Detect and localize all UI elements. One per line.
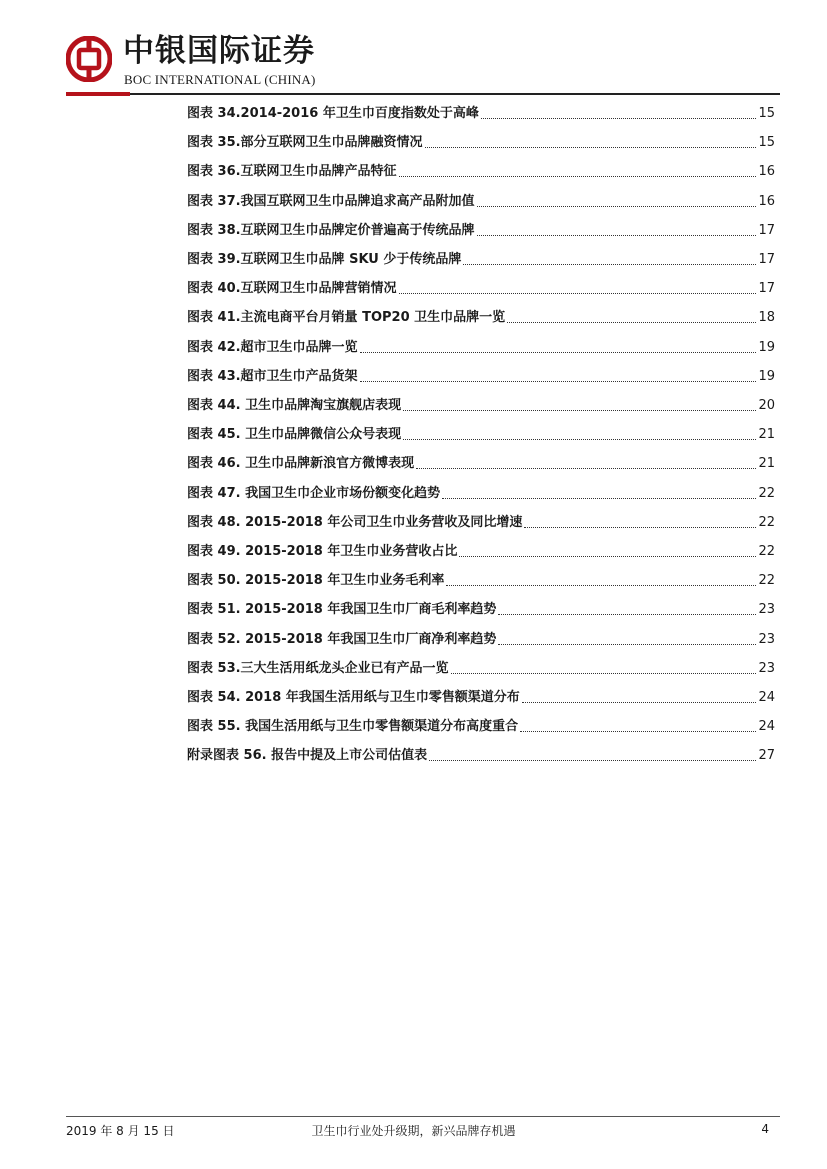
toc-dot-leader: [524, 527, 756, 528]
toc-entry-label: 图表 34.2014-2016 年卫生巾百度指数处于高峰: [187, 106, 479, 121]
brand-name-cn: 中银国际证券: [123, 33, 315, 69]
toc-entry-label: 图表 54. 2018 年我国生活用纸与卫生巾零售额渠道分布: [187, 690, 520, 705]
boc-logo-icon: [66, 36, 112, 82]
toc-entry[interactable]: [187, 714, 775, 736]
header-accent-rule: [66, 92, 130, 96]
toc-entry-page: 15: [758, 135, 775, 151]
toc-entry-page: 21: [758, 427, 775, 443]
toc-entry-page: 24: [758, 719, 775, 735]
toc-entry-label: 图表 48. 2015-2018 年公司卫生巾业务营收及同比增速: [187, 514, 523, 530]
toc-entry-label: 图表 52. 2015-2018 年我国卫生巾厂商净利率趋势: [187, 631, 497, 647]
toc-entry[interactable]: [187, 364, 775, 386]
toc-entry[interactable]: [187, 422, 775, 444]
toc-dot-leader: [416, 468, 756, 469]
toc-entry[interactable]: [187, 159, 775, 181]
toc-entry[interactable]: [187, 568, 775, 590]
toc-entry[interactable]: [187, 276, 775, 298]
toc-entry-label: 图表 46. 卫生巾品牌新浪官方微博表现: [187, 456, 415, 472]
toc-dot-leader: [522, 702, 757, 703]
toc-entry-label: 图表 39.互联网卫生巾品牌 SKU 少于传统品牌: [187, 252, 462, 267]
toc-dot-leader: [477, 235, 757, 236]
toc-entry-page: 21: [758, 456, 775, 472]
footer-date: 2019 年 8 月 15 日: [66, 1124, 175, 1138]
toc-entry-label: 图表 51. 2015-2018 年我国卫生巾厂商毛利率趋势: [187, 602, 497, 618]
toc-entry-label: 图表 35.部分互联网卫生巾品牌融资情况: [187, 135, 423, 151]
toc-entry-label: 图表 41.主流电商平台月销量 TOP20 卫生巾品牌一览: [187, 310, 506, 326]
toc-dot-leader: [520, 731, 756, 732]
toc-entry-page: 23: [758, 631, 775, 647]
toc-entry-label: 图表 55. 我国生活用纸与卫生巾零售额渠道分布高度重合: [187, 719, 519, 735]
toc-entry-label: 图表 42.超市卫生巾品牌一览: [187, 339, 358, 355]
toc-entry[interactable]: [187, 335, 775, 357]
toc-entry[interactable]: [187, 451, 775, 473]
toc-entry[interactable]: [187, 189, 775, 211]
toc-entry-label: 图表 38.互联网卫生巾品牌定价普遍高于传统品牌: [187, 222, 475, 238]
toc-entry-label: 图表 43.超市卫生巾产品货架: [187, 368, 358, 384]
toc-entry-label: 图表 53.三大生活用纸龙头企业已有产品一览: [187, 660, 449, 676]
toc-entry-label: 图表 49. 2015-2018 年卫生巾业务营收占比: [187, 544, 458, 559]
toc-entry[interactable]: [187, 305, 775, 327]
toc-dot-leader: [425, 147, 757, 148]
footer-rule: [66, 1116, 780, 1117]
toc-entry[interactable]: [187, 597, 775, 619]
footer-report-title: 卫生巾行业处升级期，新兴品牌存机遇: [311, 1124, 516, 1138]
toc-dot-leader: [360, 381, 757, 382]
toc-entry[interactable]: [187, 218, 775, 240]
toc-dot-leader: [403, 410, 756, 411]
toc-entry[interactable]: [187, 481, 775, 503]
toc-entry-page: 18: [758, 310, 775, 326]
toc-dot-leader: [403, 439, 756, 440]
toc-entry[interactable]: [187, 510, 775, 532]
toc-entry-label: 图表 36.互联网卫生巾品牌产品特征: [187, 164, 397, 180]
toc-entry[interactable]: [187, 656, 775, 678]
toc-dot-leader: [481, 118, 757, 119]
toc-dot-leader: [507, 322, 756, 323]
toc-entry[interactable]: [187, 743, 775, 765]
toc-dot-leader: [463, 264, 756, 265]
toc-dot-leader: [360, 352, 757, 353]
toc-entry[interactable]: [187, 101, 775, 123]
toc-dot-leader: [477, 206, 757, 207]
toc-entry-page: 17: [758, 252, 775, 267]
toc-entry-page: 22: [758, 485, 775, 501]
toc-dot-leader: [451, 673, 757, 674]
toc-entry[interactable]: [187, 627, 775, 649]
toc-entry-page: 23: [758, 602, 775, 618]
toc-entry[interactable]: [187, 685, 775, 707]
toc-entry-label: 图表 44. 卫生巾品牌淘宝旗舰店表现: [187, 398, 402, 413]
toc-dot-leader: [429, 760, 756, 761]
toc-entry-label: 图表 40.互联网卫生巾品牌营销情况: [187, 281, 397, 297]
toc-dot-leader: [459, 556, 756, 557]
toc-entry-label: 图表 45. 卫生巾品牌微信公众号表现: [187, 427, 402, 443]
toc-entry-page: 17: [758, 222, 775, 238]
toc-dot-leader: [498, 614, 756, 615]
toc-entry-page: 22: [758, 514, 775, 530]
toc-entry-label: 图表 50. 2015-2018 年卫生巾业务毛利率: [187, 573, 445, 589]
toc-dot-leader: [498, 644, 756, 645]
toc-entry-page: 20: [758, 398, 775, 413]
toc-dot-leader: [399, 176, 757, 177]
page-header: [0, 0, 827, 100]
toc-entry-page: 19: [758, 368, 775, 384]
toc-entry-page: 23: [758, 660, 775, 676]
toc-dot-leader: [442, 498, 756, 499]
toc-entry[interactable]: [187, 393, 775, 415]
toc-entry-page: 15: [758, 106, 775, 121]
toc-dot-leader: [446, 585, 756, 586]
brand-name-en: BOC INTERNATIONAL (CHINA): [124, 72, 316, 87]
toc-entry-label: 附录图表 56. 报告中提及上市公司估值表: [187, 748, 428, 764]
toc-entry-page: 27: [758, 748, 775, 764]
toc-entry-page: 19: [758, 339, 775, 355]
toc-entry-page: 16: [758, 164, 775, 180]
header-rule: [130, 93, 780, 95]
toc-entry-label: 图表 47. 我国卫生巾企业市场份额变化趋势: [187, 485, 441, 501]
toc-dot-leader: [399, 293, 757, 294]
toc-entry-label: 图表 37.我国互联网卫生巾品牌追求高产品附加值: [187, 193, 475, 209]
toc-entry-page: 16: [758, 193, 775, 209]
toc-entry-page: 24: [758, 690, 775, 705]
toc-entry[interactable]: [187, 539, 775, 561]
toc-entry-page: 22: [758, 544, 775, 559]
footer-page-number: 4: [761, 1122, 769, 1136]
toc-entry[interactable]: [187, 130, 775, 152]
toc-entry-page: 17: [758, 281, 775, 297]
toc-entry[interactable]: [187, 247, 775, 269]
toc-entry-page: 22: [758, 573, 775, 589]
